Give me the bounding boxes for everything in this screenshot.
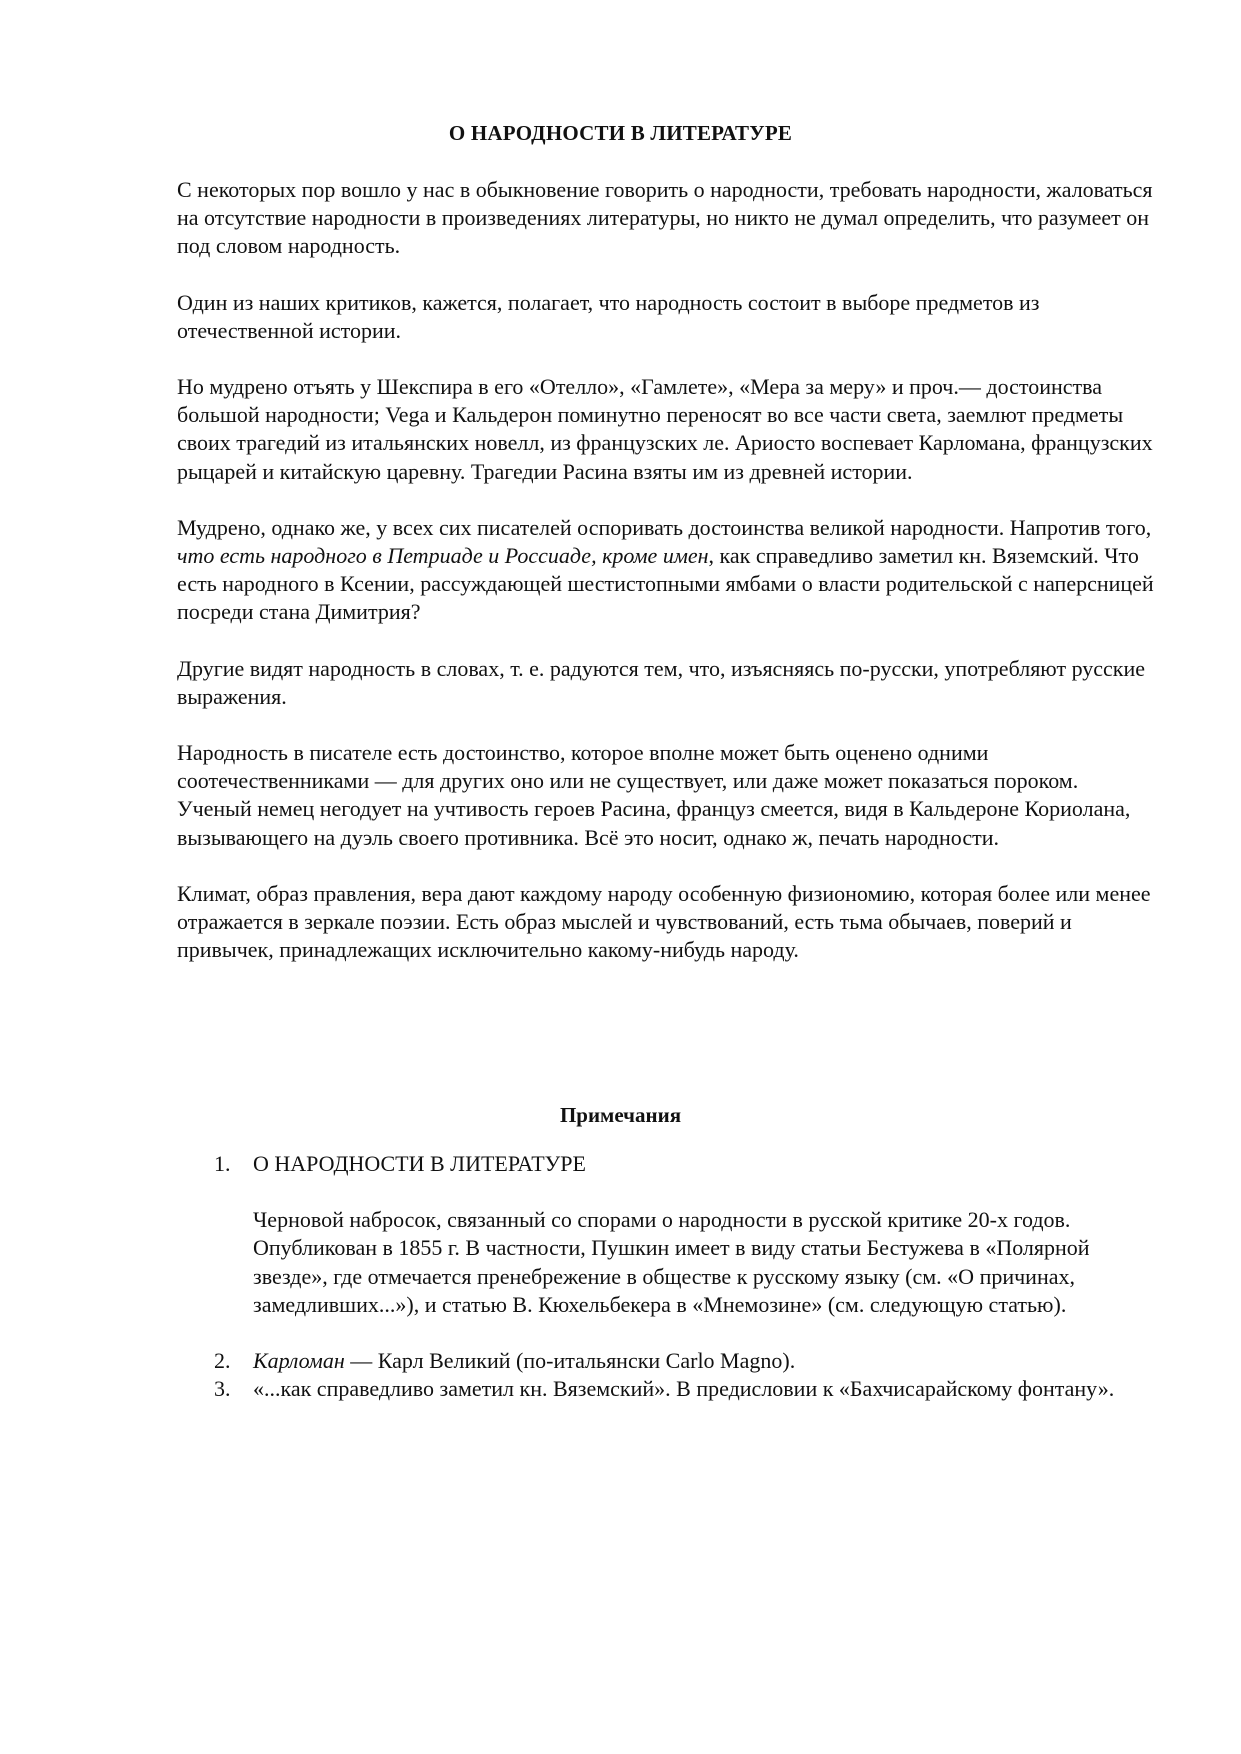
paragraph: Климат, образ правления, вера дают каждому народу особенную физиономию, которая более или менее отражается в зеркале поэзии. Есть образ мыслей и чувствований, есть тьма обычаев, поверий и привычек, принадлежащих исключительно какому-нибудь народу. <box>177 880 1151 963</box>
note-text: Черновой набросок, связанный со спорами о народности в русской критике 20-х годов. Опубликован в 1855 г. В частности, Пушкин имеет в виду статьи Бестужева в «Полярной звезде», где отмечается пренебрежение в обществе к русскому языку (см. «О причинах, замедливших...»), и статью В. Кюхельбекера в «Мнемозине» (см. следующую статью). <box>253 1207 1090 1317</box>
paragraph: С некоторых пор вошло у нас в обыкновение говорить о народности, требовать народности, жаловаться на отсутствие народности в произведениях литературы, но никто не думал определить, что разумеет он под словом народность. <box>177 177 1153 259</box>
notes-title: Примечания <box>559 1103 682 1127</box>
note-item <box>177 1150 1157 1347</box>
paragraph-text: , как справедливо заметил кн. Вяземский. Что есть народного в Ксении, рассуждающей шестистопными ямбами о власти родительской с наперсницей посреди стана Димитрия? <box>177 543 1154 625</box>
paragraph: Другие видят народность в словах, т. е. радуются тем, что, изъясняясь по-русски, употребляют русские выражения. <box>177 655 1146 709</box>
document-body <box>177 176 1157 992</box>
note-body <box>253 1375 1157 1403</box>
note-text: «...как справедливо заметил кн. Вяземский». В предисловии к «Бахчисарайскому фонтану». <box>253 1376 1115 1402</box>
note-item <box>177 1347 1157 1375</box>
note-body <box>253 1347 1157 1375</box>
note-text <box>253 1347 1157 1375</box>
note-number: 3. <box>214 1376 231 1402</box>
paragraph <box>177 514 1157 627</box>
note-term: Карломан <box>253 1348 345 1374</box>
document-title: О НАРОДНОСТИ В ЛИТЕРАТУРЕ <box>448 121 793 145</box>
paragraph-text: Мудрено, однако же, у всех сих писателей оспоривать достоинства великой народности. Напротив того, <box>177 514 1152 540</box>
paragraph: Один из наших критиков, кажется, полагает, что народность состоит в выборе предметов из отечественной истории. <box>177 289 1040 343</box>
notes-list <box>177 1150 1157 1403</box>
paragraph-quote: что есть народного в Петриаде и Россиаде, кроме имен <box>177 543 709 569</box>
note-definition: — Карл Великий (по-итальянски Carlo Magno). <box>344 1348 796 1374</box>
paragraph: Народность в писателе есть достоинство, которое вполне может быть оценено одними соотечественниками — для других оно или не существует, или даже может показаться пороком. Ученый немец негодует на учтивость героев Расина, француз смеется, видя в Кальдероне Кориолана, вызывающего на дуэль своего противника. Всё это носит, однако ж, печать народности. <box>177 740 1131 850</box>
note-heading: О НАРОДНОСТИ В ЛИТЕРАТУРЕ <box>253 1151 586 1176</box>
note-body <box>253 1150 1157 1347</box>
note-item <box>177 1375 1157 1403</box>
note-number: 2. <box>214 1348 231 1374</box>
note-number: 1. <box>214 1151 231 1176</box>
paragraph: Но мудрено отъять у Шекспира в его «Отелло», «Гамлете», «Мера за меру» и проч.— достоинства большой народности; Vega и Кальдерон поминутно переносят во все части света, заемлют предметы своих трагедий из итальянских новелл, из французских ле. Ариосто воспевает Карломана, французских рыцарей и китайскую царевну. Трагедии Расина взяты им из древней истории. <box>177 374 1153 484</box>
